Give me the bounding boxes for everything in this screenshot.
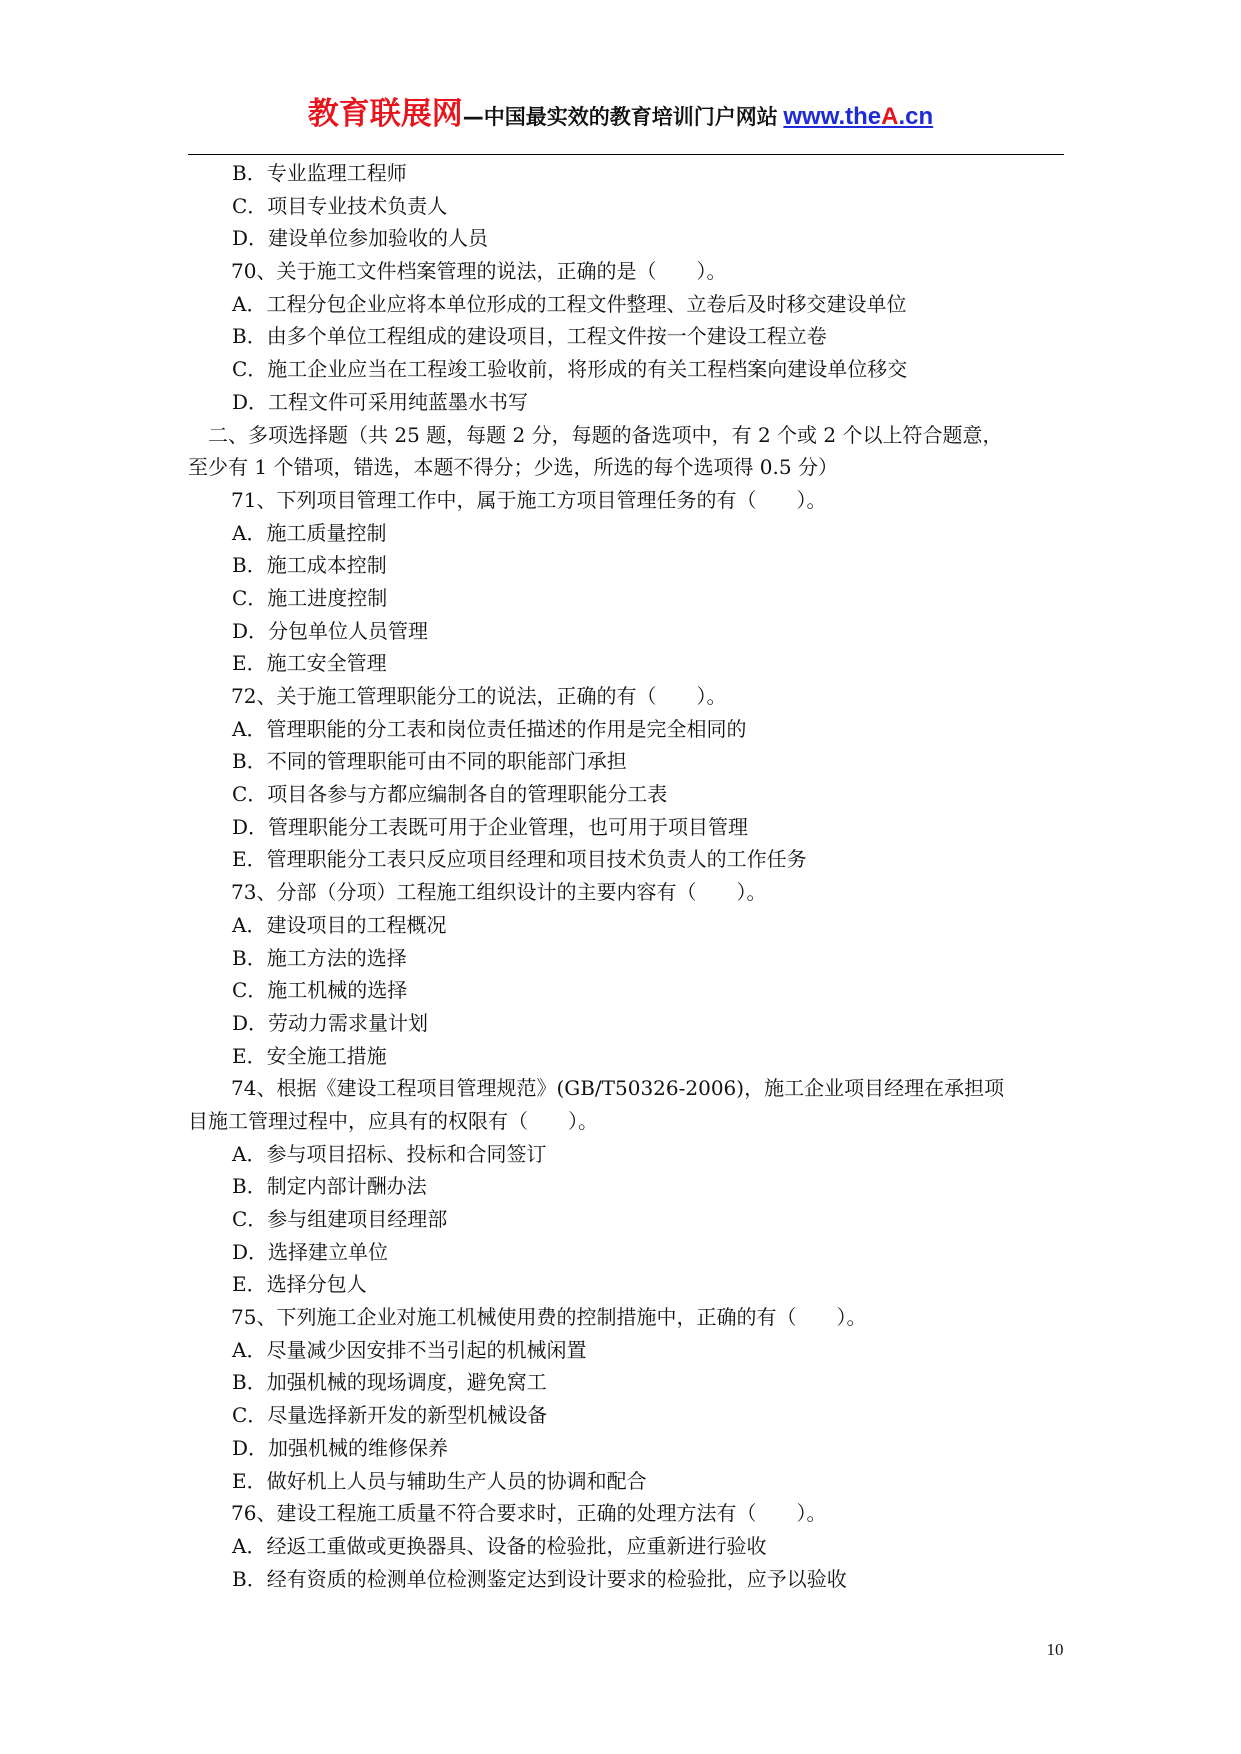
answer-option: B．经有资质的检测单位检测鉴定达到设计要求的检验批，应予以验收 — [232, 1566, 847, 1591]
page-body — [188, 157, 1064, 1595]
answer-option: B．由多个单位工程组成的建设项目，工程文件按一个建设工程立卷 — [232, 324, 827, 349]
answer-option: B．专业监理工程师 — [232, 161, 407, 185]
url-part-after: .cn — [898, 103, 934, 130]
answer-option: E．安全施工措施 — [232, 1043, 387, 1068]
answer-option: D．选择建立单位 — [232, 1239, 389, 1264]
header-tagline: —中国最实效的教育培训门户网站 — [462, 105, 778, 129]
answer-option: D．工程文件可采用纯蓝墨水书写 — [232, 389, 529, 414]
question-text-continued: 目施工管理过程中，应具有的权限有（ ）。 — [188, 1108, 598, 1133]
answer-option: A．经返工重做或更换器具、设备的检验批，应重新进行验收 — [232, 1533, 767, 1558]
answer-option: C．施工进度控制 — [232, 585, 388, 610]
question-text: 76、建设工程施工质量不符合要求时，正确的处理方法有（ ）。 — [231, 1501, 827, 1526]
site-url-link[interactable] — [783, 103, 933, 130]
answer-option: B．加强机械的现场调度，避免窝工 — [232, 1370, 547, 1395]
answer-option: D．建设单位参加验收的人员 — [232, 226, 489, 251]
answer-option: A．建设项目的工程概况 — [232, 912, 447, 937]
question-text: 70、关于施工文件档案管理的说法，正确的是（ ）。 — [231, 259, 727, 284]
answer-option: A．工程分包企业应将本单位形成的工程文件整理、立卷后及时移交建设单位 — [232, 291, 907, 316]
header-divider — [188, 154, 1064, 155]
section-heading: 二、多项选择题（共 25 题，每题 2 分，每题的备选项中，有 2 个或 2 个以上符合题意， — [208, 422, 1003, 447]
answer-option: D．分包单位人员管理 — [232, 618, 429, 643]
question-text: 72、关于施工管理职能分工的说法，正确的有（ ）。 — [231, 684, 727, 708]
answer-option: B．施工成本控制 — [232, 553, 387, 578]
answer-option: D．加强机械的维修保养 — [232, 1435, 449, 1460]
question-text: 73、分部（分项）工程施工组织设计的主要内容有（ ）。 — [231, 880, 767, 905]
answer-option: B．施工方法的选择 — [232, 945, 407, 970]
answer-option: B．制定内部计酬办法 — [232, 1174, 427, 1199]
question-text: 75、下列施工企业对施工机械使用费的控制措施中，正确的有（ ）。 — [231, 1305, 867, 1330]
answer-option: A．施工质量控制 — [232, 520, 387, 545]
answer-option: E．施工安全管理 — [232, 651, 387, 676]
answer-option: A．尽量减少因安排不当引起的机械闲置 — [232, 1337, 587, 1362]
answer-option: A．管理职能的分工表和岗位责任描述的作用是完全相同的 — [232, 716, 747, 741]
question-text: 71、下列项目管理工作中，属于施工方项目管理任务的有（ ）。 — [231, 487, 827, 512]
answer-option: E．管理职能分工表只反应项目经理和项目技术负责人的工作任务 — [232, 847, 807, 872]
answer-option: E．做好机上人员与辅助生产人员的协调和配合 — [232, 1468, 647, 1493]
answer-option: E．选择分包人 — [232, 1272, 367, 1297]
brand-name: 教育联展网 — [307, 96, 463, 132]
answer-option: D．劳动力需求量计划 — [232, 1010, 429, 1035]
answer-option: C．参与组建项目经理部 — [232, 1207, 448, 1231]
answer-option: C．尽量选择新开发的新型机械设备 — [232, 1403, 548, 1428]
url-part-before: www.the — [783, 103, 882, 130]
page-header — [0, 88, 1241, 133]
answer-option: A．参与项目招标、投标和合同签订 — [232, 1141, 547, 1166]
answer-option: D．管理职能分工表既可用于企业管理，也可用于项目管理 — [232, 814, 749, 839]
section-heading-continued: 至少有 1 个错项，错选，本题不得分；少选，所选的每个选项得 0.5 分） — [188, 455, 838, 480]
answer-option: C．项目各参与方都应编制各自的管理职能分工表 — [232, 782, 668, 807]
question-text: 74、根据《建设工程项目管理规范》(GB/T50326-2006)，施工企业项目经理在承担项 — [231, 1076, 1005, 1101]
url-part-highlight: A — [881, 103, 899, 130]
answer-option: B．不同的管理职能可由不同的职能部门承担 — [232, 749, 627, 774]
answer-option: C．施工机械的选择 — [232, 978, 408, 1003]
answer-option: C．施工企业应当在工程竣工验收前，将形成的有关工程档案向建设单位移交 — [232, 357, 908, 382]
page-number: 10 — [1046, 1640, 1064, 1659]
answer-option: C．项目专业技术负责人 — [232, 193, 448, 218]
